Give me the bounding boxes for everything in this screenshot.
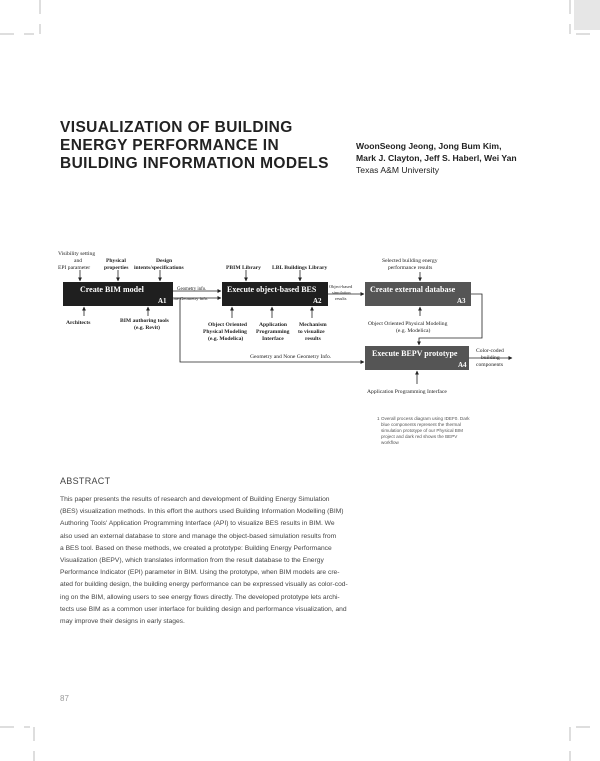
caption-number: 1 — [377, 416, 380, 421]
abstract-line: Authoring Tools' Application Programming Interface (API) to visualize BES results in BIM. We — [60, 520, 335, 528]
label-physical-2: properties — [104, 265, 129, 271]
caption-line: project and dark red shows the BEPV — [381, 434, 458, 439]
label-authoring-2: (e.g. Revit) — [134, 325, 160, 331]
title-line-1: VISUALIZATION OF BUILDING — [60, 119, 293, 136]
label-geo-none: Geometry and None Geometry Info. — [250, 354, 332, 360]
box-a4-label: Execute BEPV prototype — [372, 349, 458, 358]
label-mech-1: Mechanism — [299, 322, 327, 328]
label-visibility-1: Visibility setting — [58, 251, 96, 257]
label-oopm-right-2: (e.g. Modelica) — [396, 328, 431, 334]
label-none-geometry-info: None Geometry info. — [169, 296, 209, 301]
label-api-2: Programming — [256, 329, 290, 335]
label-visibility-2: and — [74, 258, 83, 264]
label-pbim: PBIM Library — [226, 265, 261, 271]
abstract-line: ing on the BIM, allowing users to see energy flows directly. The developed prototype lets archi- — [60, 593, 340, 601]
abstract-line: Visualization (BEPV), which translates information from the result database to the Energy — [60, 557, 324, 565]
label-mech-2: to visualize — [298, 329, 325, 335]
label-mech-3: results — [305, 336, 321, 342]
box-a1-code: A1 — [158, 297, 167, 305]
label-color-1: Color-coded — [476, 348, 504, 354]
title-line-2: ENERGY PERFORMANCE IN — [60, 137, 280, 154]
abstract-body — [60, 494, 486, 628]
label-oopm-right-1: Object Oriented Physical Modeling — [368, 321, 448, 327]
box-a1-label: Create BIM model — [80, 285, 144, 294]
authors-line-2: Mark J. Clayton, Jeff S. Haberl, Wei Yan — [356, 153, 517, 163]
label-authoring-1: BIM authoring tools — [120, 318, 169, 324]
box-a2-code: A2 — [313, 297, 322, 305]
label-color-3: components — [476, 362, 504, 368]
affiliation: Texas A&M University — [356, 165, 440, 175]
box-a3-label: Create external database — [370, 285, 456, 294]
label-object-based-3: results — [335, 296, 347, 301]
label-lbl: LBL Buildings Library — [272, 265, 328, 271]
label-selected-1: Selected building energy — [382, 258, 438, 264]
label-oopm-1: Object Oriented — [208, 322, 247, 328]
figure-caption — [377, 416, 531, 446]
label-selected-2: performance results — [388, 265, 433, 271]
label-object-based-2: simulation — [332, 290, 351, 295]
authors-line-1: WoonSeong Jeong, Jong Bum Kim, — [356, 141, 502, 151]
box-a2-label: Execute object-based BES — [227, 285, 317, 294]
page-number: 87 — [60, 694, 69, 703]
abstract-line: ated for building design, the building energy performance can be expressed visually as color-cod- — [60, 581, 348, 589]
label-design-1: Design — [156, 258, 173, 264]
box-a3-code: A3 — [457, 297, 466, 305]
label-physical-1: Physical — [106, 258, 126, 264]
label-color-2: building — [481, 355, 500, 361]
label-design-2: intents/specifications — [134, 265, 184, 271]
label-oopm-2: Physical Modeling — [203, 329, 247, 335]
label-geometry-info: Geometry info. — [177, 287, 207, 292]
label-api-1: Application — [259, 322, 287, 328]
caption-line: simulation prototype of our Physical BIM — [381, 428, 463, 433]
abstract-line: This paper presents the results of research and development of Building Energy Simulation — [60, 496, 330, 503]
abstract-line: (BES) visualization methods. In this effort the authors used Building Information Modelling (BIM) — [60, 508, 344, 516]
label-object-based-1: Object-based — [329, 284, 353, 289]
label-api-3: Interface — [262, 336, 284, 342]
abstract-line: a BES tool. Based on these methods, we created a prototype: Building Energy Performance — [60, 544, 332, 552]
abstract-line: Performance Indicator (EPI) parameter in BIM. Using the prototype, when BIM models are cre- — [60, 569, 340, 577]
abstract-line: tects use BIM as a common user interface for building design and performance visualization, and — [60, 605, 347, 613]
caption-line: blue components represent the thermal — [381, 422, 461, 427]
label-architects: Architects — [66, 320, 91, 326]
abstract-line: may improve their designs in early stages. — [60, 618, 185, 626]
abstract-heading: ABSTRACT — [60, 476, 111, 486]
title-line-3: BUILDING INFORMATION MODELS — [60, 155, 329, 172]
caption-line: workflow — [381, 440, 399, 445]
label-api-bottom: Application Programming Interface — [367, 389, 447, 395]
abstract-line: also used an external database to store and manage the object-based simulation results from — [60, 532, 337, 540]
label-oopm-3: (e.g. Modelica) — [208, 336, 244, 342]
caption-line: Overall process diagram using IDEF0. Dark — [381, 416, 470, 421]
label-visibility-3: EPI parameter — [58, 265, 91, 271]
box-a4-code: A4 — [458, 361, 467, 369]
